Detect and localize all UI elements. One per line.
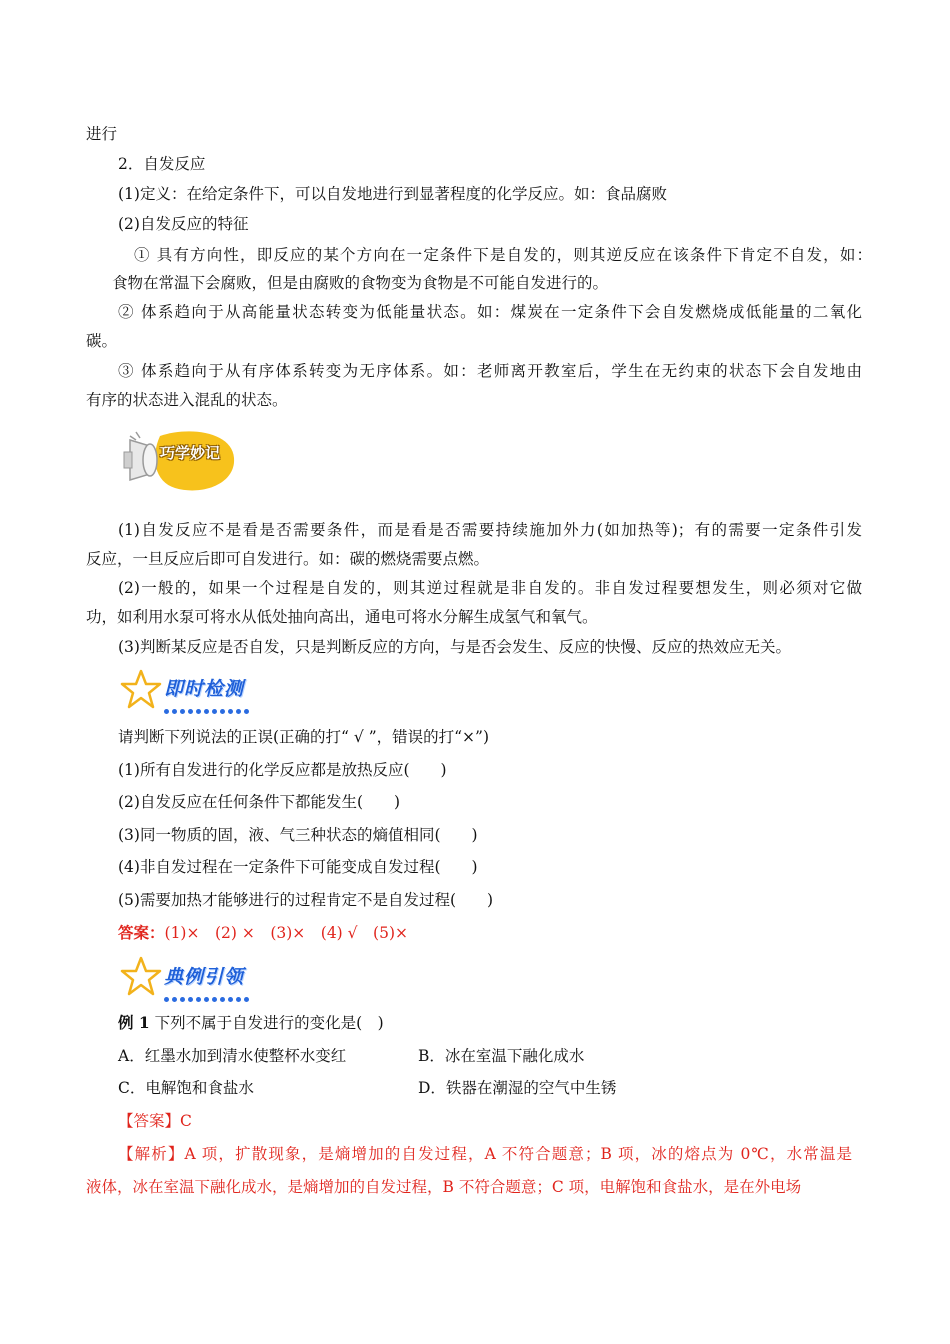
question-item: (1)所有自发进行的化学反应都是放热反应( ) xyxy=(118,761,447,779)
answer-line xyxy=(118,922,408,944)
text-line: ③ 体系趋向于从有序体系转变为无序体系。如：老师离开教室后，学生在无约束的状态下会自发地由 xyxy=(118,362,862,380)
option-b: B．冰在室温下融化成水 xyxy=(418,1047,585,1065)
section-heading: 2．自发反应 xyxy=(118,155,206,173)
question-item: (4)非自发过程在一定条件下可能变成自发过程( ) xyxy=(118,858,478,876)
text-line: 进行 xyxy=(86,125,118,143)
option-a: A．红墨水加到清水使整杯水变红 xyxy=(118,1047,347,1065)
question-item: (5)需要加热才能够进行的过程肯定不是自发过程( ) xyxy=(118,891,494,909)
question-item: (2)自发反应在任何条件下都能发生( ) xyxy=(118,793,401,811)
text-line: 碳。 xyxy=(86,332,118,350)
section-title-example: 典例引领 xyxy=(164,966,245,988)
text-line: 食物在常温下会腐败，但是由腐败的食物变为食物是不可能自发进行的。 xyxy=(112,274,609,292)
title-underline-dots xyxy=(164,700,252,706)
analysis-label: 【解析】 xyxy=(118,1145,185,1163)
example-text: 下列不属于自发进行的变化是( ) xyxy=(154,1014,384,1032)
example-label: 例 1 xyxy=(118,1013,150,1032)
tips-badge xyxy=(120,418,240,498)
answer-text: (1)× (2) × (3)× (4) √ (5)× xyxy=(164,924,408,942)
tip-line: 反应，一旦反应后即可自发进行。如：碳的燃烧需要点燃。 xyxy=(86,550,490,568)
option-c: C．电解饱和食盐水 xyxy=(118,1079,254,1097)
answer-label: 答案： xyxy=(118,923,165,942)
text-line: ② 体系趋向于从高能量状态转变为低能量状态。如：煤炭在一定条件下会自发燃烧成低能量的二氧化 xyxy=(118,303,862,321)
star-icon xyxy=(120,668,162,710)
text-line: (1)定义：在给定条件下，可以自发地进行到显著程度的化学反应。如：食品腐败 xyxy=(118,185,667,203)
badge-label: 巧学妙记 xyxy=(160,444,221,462)
title-underline-dots xyxy=(164,988,252,994)
analysis-line: 液体，冰在室温下融化成水，是熵增加的自发过程，B 不符合题意；C 项，电解饱和食盐水，是在外电场 xyxy=(86,1178,802,1196)
check-intro: 请判断下列说法的正误(正确的打“ √ ”，错误的打“×”) xyxy=(118,728,490,746)
section-title-check: 即时检测 xyxy=(164,678,245,700)
example-answer: 【答案】C xyxy=(118,1112,192,1130)
text-line: (2)自发反应的特征 xyxy=(118,215,249,233)
question-item: (3)同一物质的固，液、气三种状态的熵值相同( ) xyxy=(118,826,478,844)
option-d: D．铁器在潮湿的空气中生锈 xyxy=(418,1079,617,1097)
tip-line: 功，如利用水泵可将水从低处抽向高出，通电可将水分解生成氢气和氧气。 xyxy=(86,608,598,626)
text-line: 有序的状态进入混乱的状态。 xyxy=(86,391,288,409)
tip-line: (1)自发反应不是看是否需要条件，而是看是否需要持续施加外力(如加热等)；有的需要一定条件引发 xyxy=(118,521,862,539)
tip-line: (2)一般的，如果一个过程是自发的，则其逆过程就是非自发的。非自发过程要想发生，则必须对它做 xyxy=(118,579,862,597)
example-question xyxy=(118,1012,384,1034)
tip-line: (3)判断某反应是否自发，只是判断反应的方向，与是否会发生、反应的快慢、反应的热效应无关。 xyxy=(118,638,791,656)
analysis-text: A 项，扩散现象，是熵增加的自发过程，A 不符合题意；B 项，冰的熔点为 0℃，水常温是 xyxy=(184,1145,852,1163)
star-icon xyxy=(120,955,162,997)
analysis-line xyxy=(118,1143,852,1165)
text-line: ① 具有方向性，即反应的某个方向在一定条件下是自发的，则其逆反应在该条件下肯定不自发，如： xyxy=(134,246,872,264)
